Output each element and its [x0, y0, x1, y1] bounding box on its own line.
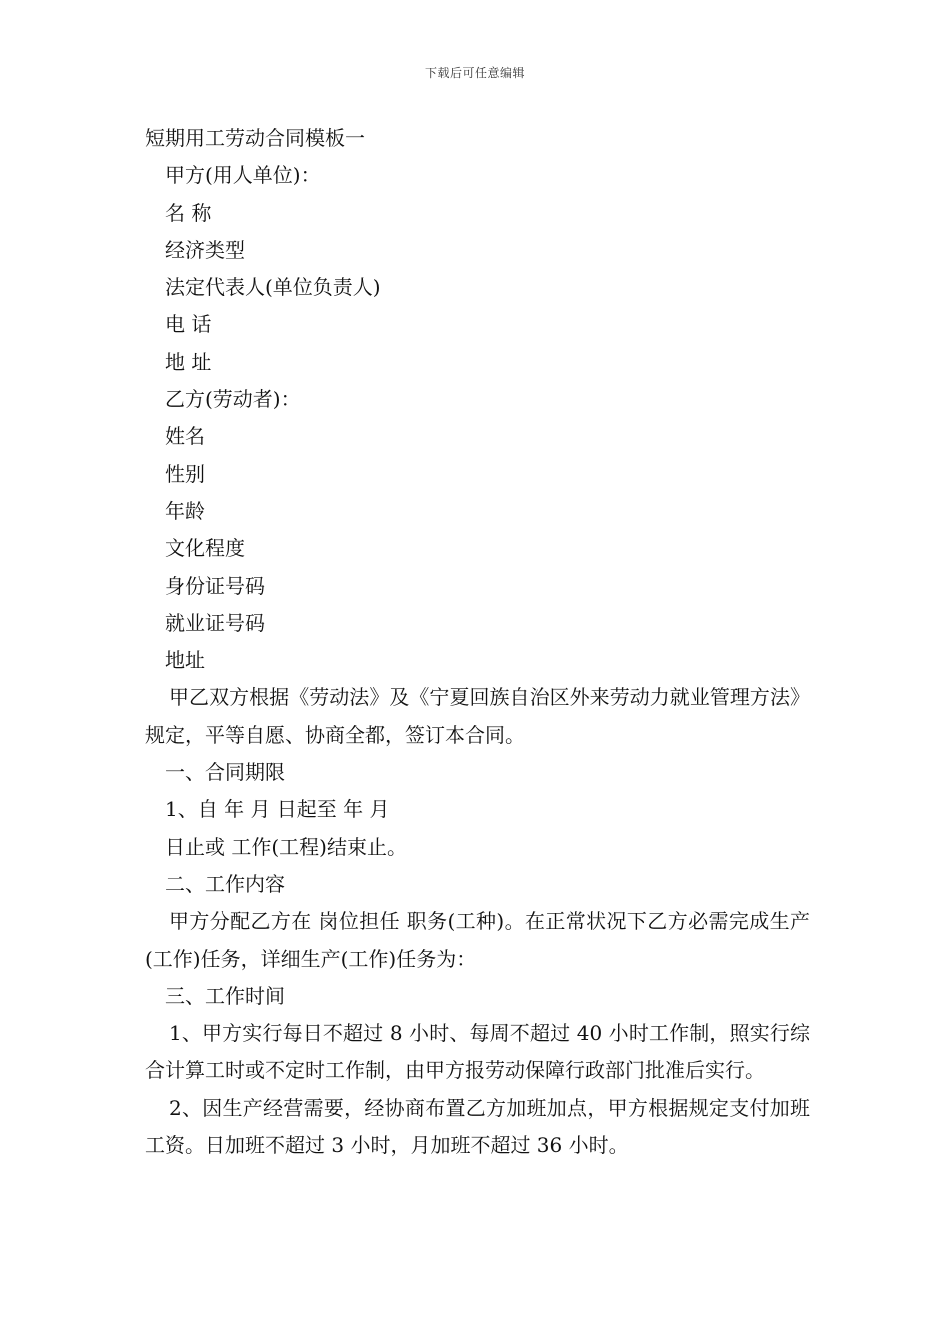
- party-b-field-name: 姓名: [165, 424, 205, 449]
- section-1-heading: 一、合同期限: [165, 760, 285, 785]
- section-2-heading: 二、工作内容: [165, 871, 285, 896]
- party-a-heading: 甲方(用人单位)：: [165, 163, 321, 188]
- party-b-heading: 乙方(劳动者)：: [165, 387, 301, 412]
- party-b-field-education: 文化程度: [165, 536, 245, 561]
- section-2-paragraph: 甲方分配乙方在 岗位担任 职务(工种)。在正常状况下乙方必需完成生产(工作)任务，详细生产(工作)任务为：: [145, 909, 810, 971]
- party-b-field-gender: 性别: [165, 461, 205, 486]
- party-b-field-address: 地址: [165, 648, 205, 673]
- party-b-field-age: 年龄: [165, 498, 205, 523]
- party-a-field-address: 地 址: [165, 349, 212, 374]
- party-a-field-name: 名 称: [165, 200, 212, 225]
- party-a-field-economic-type: 经济类型: [165, 237, 245, 262]
- party-a-field-phone: 电 话: [165, 312, 212, 337]
- page-header-note: 下载后可任意编辑: [424, 66, 525, 80]
- document-title: 短期用工劳动合同模板一: [145, 126, 365, 150]
- section-3-item-2: 2、因生产经营需要，经协商布置乙方加班加点，甲方根据规定支付加班工资。日加班不超过 3 小时，月加班不超过 36 小时。: [145, 1095, 810, 1158]
- intro-paragraph: 甲乙双方根据《劳动法》及《宁夏回族自治区外来劳动力就业管理方法》规定，平等自愿、协商全都，签订本合同。: [145, 685, 810, 747]
- document-body: [145, 120, 810, 1164]
- section-1-line-2: 日止或 工作(工程)结束止。: [165, 834, 407, 859]
- party-b-field-id-number: 身份证号码: [165, 573, 265, 598]
- section-3-item-1: 1、甲方实行每日不超过 8 小时、每周不超过 40 小时工作制，照实行综合计算工时或不定时工作制，由甲方报劳动保障行政部门批准后实行。: [145, 1021, 810, 1083]
- party-b-field-employment-cert: 就业证号码: [165, 610, 265, 635]
- party-a-field-legal-representative: 法定代表人(单位负责人): [165, 275, 381, 300]
- section-3-heading: 三、工作时间: [165, 983, 285, 1008]
- section-1-line-1: 1、自 年 月 日起至 年 月: [165, 797, 390, 822]
